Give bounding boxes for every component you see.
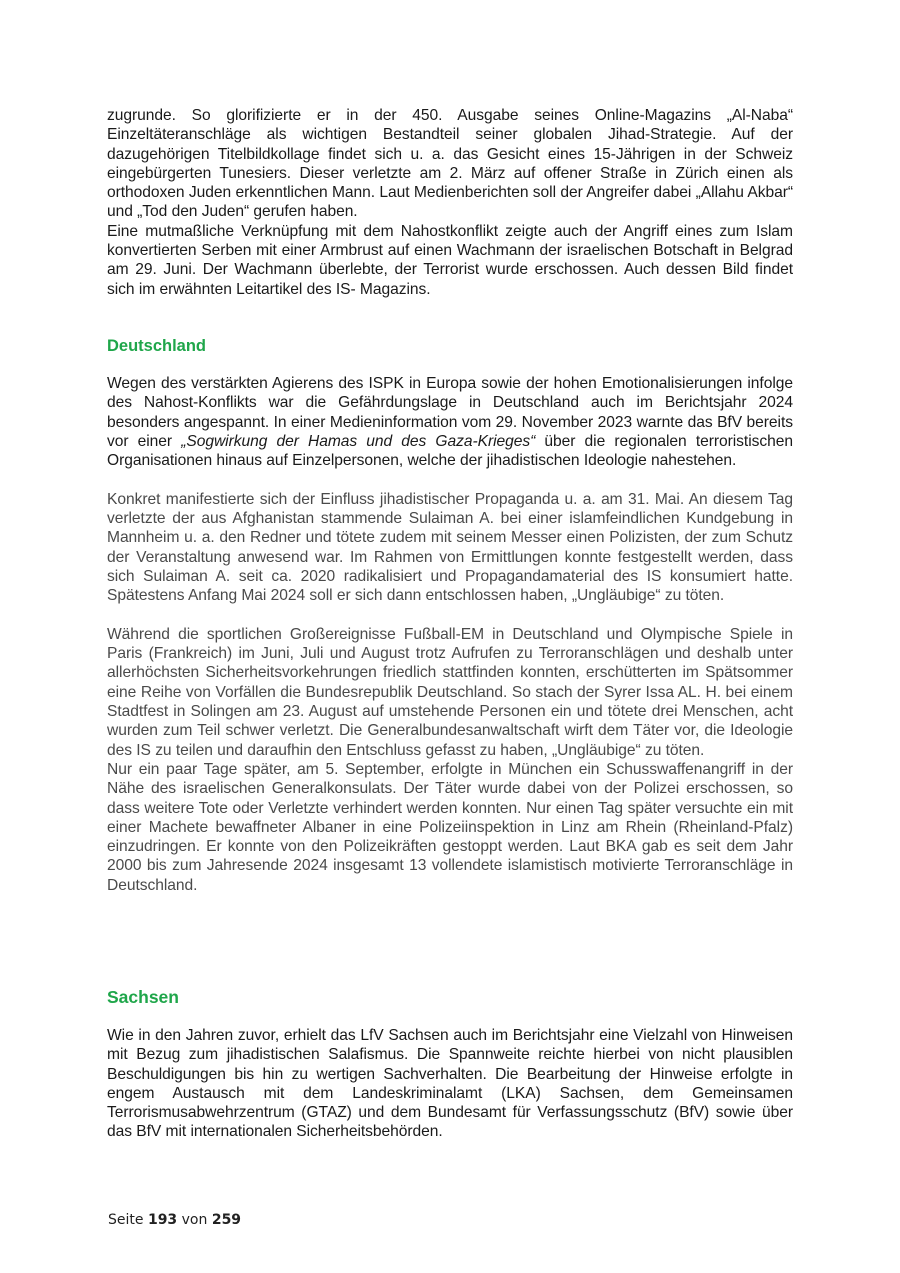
page-footer (108, 1212, 241, 1228)
current-page-number: 193 (147, 1212, 178, 1228)
total-pages-number: 259 (211, 1212, 242, 1228)
deutschland-section (107, 374, 793, 895)
paragraph: Konkret manifestierte sich der Einfluss jihadistischer Propaganda u. a. am 31. Mai. An diesem Tag verletzte der aus Afghanistan stammende Sulaiman A. bei einer islamfeindlichen Kundgebung in Mannheim u. a. den Redner und tötete zudem mit seinem Messer einen Polizisten, der zum Schutz der Veranstaltung anwesend war. Im Rahmen von Ermittlungen konnte festgestellt werden, dass sich Sulaiman A. seit ca. 2020 radikalisiert und Propagandamaterial des IS konsumiert hatte. Spätestens Anfang Mai 2024 soll er sich dann entschlossen haben, „Ungläubige“ zu töten. (107, 490, 793, 605)
section-heading-deutschland: Deutschland (107, 337, 207, 355)
paragraph: Während die sportlichen Großereignisse Fußball-EM in Deutschland und Olympische Spiele in Paris (Frankreich) im Juni, Juli und August trotz Aufrufen zu Terroranschlägen und deshalb unter allerhöchsten Sicherheitsvorkehrungen friedlich stattfinden konnten, erschütterten im Spätsommer eine Reihe von Vorfällen die Bundesrepublik Deutschland. So stach der Syrer Issa AL. H. bei einem Stadtfest in Solingen am 23. August auf umstehende Personen ein und tötete drei Menschen, acht wurden zum Teil schwer verletzt. Die Generalbundesanwaltschaft wirft dem Täter vor, die Ideologie des IS zu teilen und daraufhin den Entschluss gefasst zu haben, „Ungläubige“ zu töten. (107, 625, 793, 759)
paragraph: Wie in den Jahren zuvor, erhielt das LfV Sachsen auch im Berichtsjahr eine Vielzahl von Hinweisen mit Bezug zum jihadistischen Salafismus. Die Spannweite reichte hierbei von nicht plausiblen Beschuldigungen bis hin zu wertigen Sachverhalten. Die Bearbeitung der Hinweise erfolgte in engem Austausch mit dem Landeskriminalamt (LKA) Sachsen, dem Gemeinsamen Terrorismusabwehrzentrum (GTAZ) und dem Bundesamt für Verfassungsschutz (BfV) sowie über das BfV mit internationalen Sicherheitsbehörden. (107, 1027, 793, 1141)
paragraph (107, 374, 793, 470)
section-heading-sachsen: Sachsen (107, 987, 179, 1007)
paragraph: Nur ein paar Tage später, am 5. September, erfolgte in München ein Schusswaffenangriff in der Nähe des israelischen Generalkonsulats. Der Täter wurde dabei von der Polizei erschossen, so dass weitere Tote oder Verletzte verhindert werden konnten. Nur einen Tag später versuchte ein mit einer Machete bewaffneter Albaner in eine Polizeiinspektion in Linz am Rhein (Rheinland-Pfalz) einzudringen. Er konnte von den Polizeikräften gestoppt werden. Laut BKA gab es seit dem Jahr 2000 bis zum Jahresende 2024 insgesamt 13 vollendete islamistisch motivierte Terroranschläge in Deutschland. (107, 760, 793, 894)
intro-block (107, 106, 793, 299)
paragraph: zugrunde. So glorifizierte er in der 450. Ausgabe seines Online-Magazins „Al-Naba“ Einzeltäteranschläge als wichtigen Bestandteil seiner globalen Jihad-Strategie. Auf der dazugehörigen Titelbildkollage findet sich u. a. das Gesicht eines 15-Jährigen in der Schweiz eingebürgerten Tunesiers. Dieser verletzte am 2. März auf offener Straße in Zürich einen als orthodoxen Juden erkenntlichen Mann. Laut Medienberichten soll der Angreifer dabei „Allahu Akbar“ und „Tod den Juden“ gerufen haben. (107, 107, 793, 221)
paragraph-text: Wegen des verstärkten Agierens des ISPK in Europa sowie der hohen Emotionalisierungen infolge des Nahost-Konflikts war die Gefährdungslage in Deutschland auch im Berichtsjahr 2024 besonders angespannt. In einer Medieninformation vom 29. November 2023 warnte das BfV bereits vor einer (107, 375, 793, 450)
quote-italic: „Sogwirkung der Hamas und des Gaza-Krieges“ (181, 432, 536, 450)
paragraph-text: über die regionalen terroristischen Organisationen hinaus auf Einzelpersonen, welche der jihadistischen Ideologie nahestehen. (107, 432, 793, 470)
paragraph: Eine mutmaßliche Verknüpfung mit dem Nahostkonflikt zeigte auch der Angriff eines zum Islam konvertierten Serben mit einer Armbrust auf einen Wachmann der israelischen Botschaft in Belgrad am 29. Juni. Der Wachmann überlebte, der Terrorist wurde erschossen. Auch dessen Bild findet sich im erwähnten Leitartikel des IS- Magazins. (107, 222, 793, 298)
sachsen-section (107, 1026, 793, 1142)
footer-separator: von (181, 1212, 208, 1228)
footer-prefix: Seite (108, 1212, 144, 1228)
